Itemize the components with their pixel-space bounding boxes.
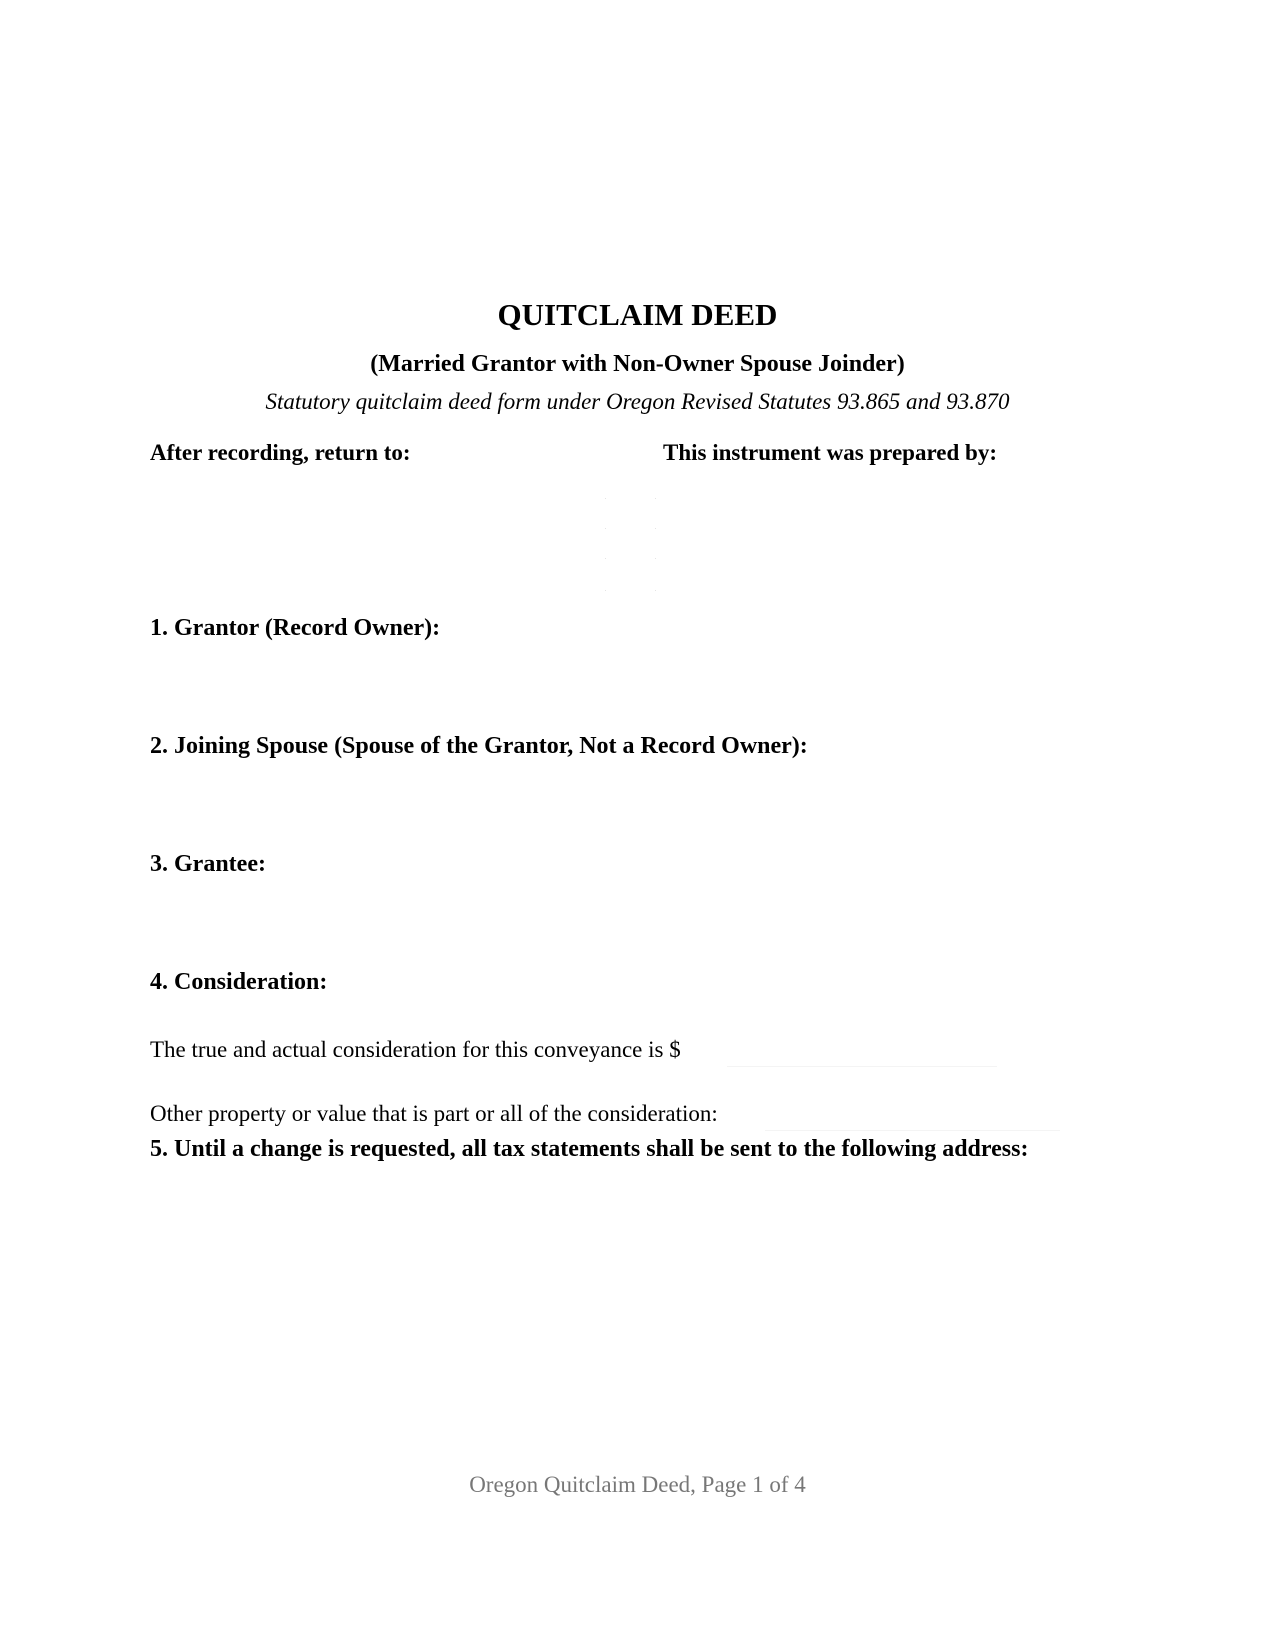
faint-mark: [605, 558, 606, 559]
faint-mark: [655, 558, 656, 559]
consideration-heading: 4. Consideration:: [150, 969, 328, 995]
document-title: QUITCLAIM DEED: [497, 297, 778, 332]
consideration-amount-blank[interactable]: [727, 1066, 997, 1067]
grantee-heading: 3. Grantee:: [150, 851, 266, 877]
return-to-label: After recording, return to:: [150, 440, 411, 465]
consideration-other-text: Other property or value that is part or all of the consideration:: [150, 1101, 718, 1126]
consideration-amount-text: The true and actual consideration for this conveyance is $: [150, 1037, 681, 1062]
grantor-heading: 1. Grantor (Record Owner):: [150, 615, 441, 641]
page-footer: Oregon Quitclaim Deed, Page 1 of 4: [469, 1472, 806, 1497]
prepared-by-label: This instrument was prepared by:: [663, 440, 997, 465]
faint-mark: [605, 528, 606, 529]
faint-mark: [655, 590, 656, 591]
faint-mark: [655, 528, 656, 529]
faint-mark: [605, 498, 606, 499]
joining-spouse-heading: 2. Joining Spouse (Spouse of the Grantor, Not a Record Owner):: [150, 733, 808, 759]
faint-mark: [655, 498, 656, 499]
document-subtitle: (Married Grantor with Non-Owner Spouse Joinder): [370, 351, 905, 377]
consideration-other-blank[interactable]: [765, 1130, 1060, 1131]
tax-statements-heading: 5. Until a change is requested, all tax statements shall be sent to the following address:: [150, 1136, 1029, 1162]
recording-info-area: [150, 498, 1125, 602]
faint-mark: [605, 590, 606, 591]
statute-note: Statutory quitclaim deed form under Oregon Revised Statutes 93.865 and 93.870: [265, 389, 1010, 414]
